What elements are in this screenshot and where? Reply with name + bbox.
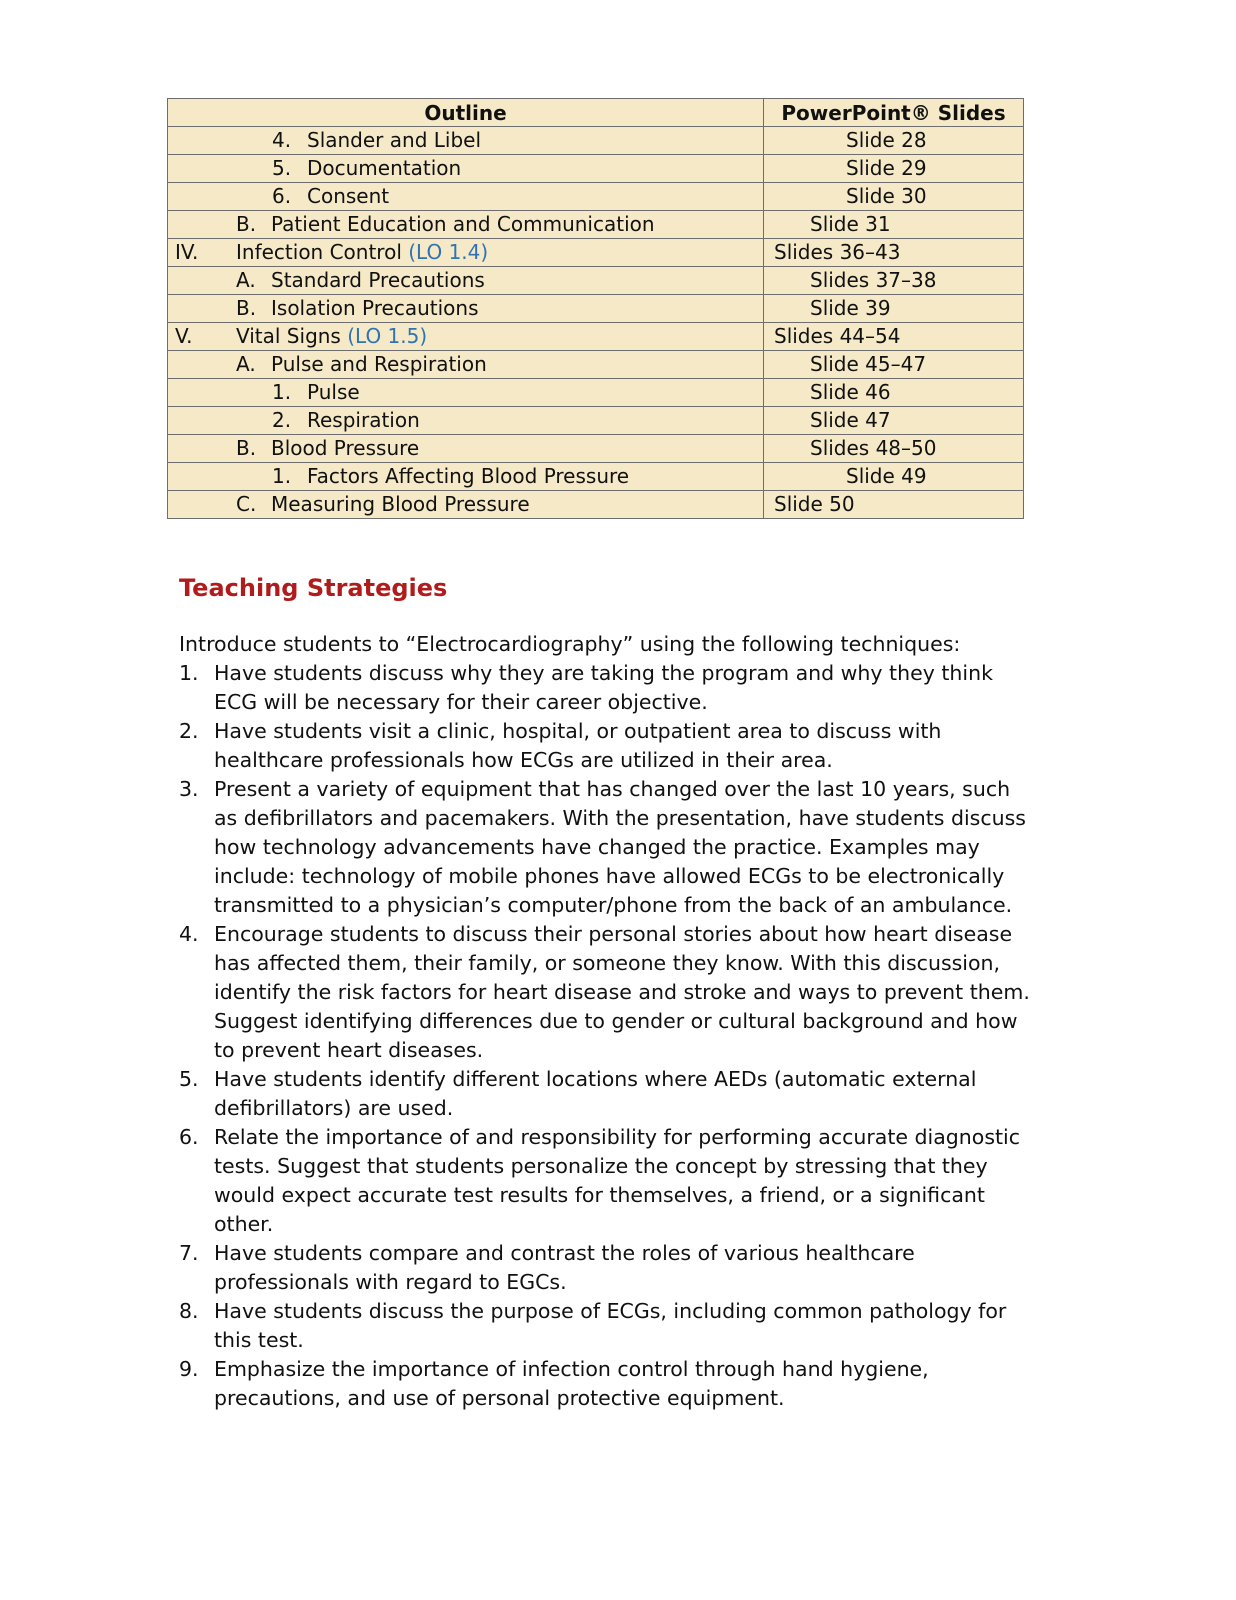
outline-cell	[168, 435, 764, 463]
slide-reference: Slides 48–50	[810, 436, 937, 460]
outline-row	[168, 155, 1024, 183]
outline-item-text: Infection Control	[236, 240, 402, 264]
strategy-text: Encourage students to discuss their personal stories about how heart disease has affected them, their family, or someone they know. With this discussion, identify the risk factors for heart disease and stroke and ways to prevent them. Suggest identifying differences due to gender or cultural background and how to prevent heart diseases.	[214, 922, 1030, 1062]
outline-row	[168, 267, 1024, 295]
outline-item-text: Measuring Blood Pressure	[271, 492, 530, 516]
slides-cell	[764, 267, 1024, 295]
outline-item-text: Blood Pressure	[271, 436, 420, 460]
outline-item-text: Documentation	[307, 156, 462, 180]
outline-marker: 4.	[272, 128, 292, 152]
outline-table	[167, 98, 1024, 519]
slides-cell	[764, 211, 1024, 239]
outline-cell	[168, 295, 764, 323]
outline-cell	[168, 155, 764, 183]
outline-row	[168, 351, 1024, 379]
slide-reference: Slide 49	[846, 464, 927, 488]
strategy-text: Emphasize the importance of infection control through hand hygiene, precautions, and use of personal protective equipment.	[214, 1357, 929, 1410]
slide-reference: Slides 36–43	[774, 240, 901, 264]
slide-reference: Slide 29	[846, 156, 927, 180]
outline-marker: A.	[236, 352, 256, 376]
strategy-number: 2.	[179, 719, 199, 743]
strategy-item	[179, 659, 1039, 717]
outline-item-text: Pulse	[307, 380, 360, 404]
slides-cell	[764, 351, 1024, 379]
slides-cell	[764, 155, 1024, 183]
outline-cell	[168, 323, 764, 351]
outline-item-text: Isolation Precautions	[271, 296, 479, 320]
outline-cell	[168, 183, 764, 211]
outline-item-text: Patient Education and Communication	[271, 212, 655, 236]
slide-reference: Slides 44–54	[774, 324, 901, 348]
outline-item-text: Factors Affecting Blood Pressure	[307, 464, 630, 488]
outline-cell	[168, 407, 764, 435]
slides-cell	[764, 127, 1024, 155]
outline-row	[168, 491, 1024, 519]
outline-cell	[168, 211, 764, 239]
outline-cell	[168, 267, 764, 295]
slide-reference: Slides 37–38	[810, 268, 937, 292]
outline-item-text: Vital Signs	[236, 324, 341, 348]
outline-cell	[168, 239, 764, 267]
teaching-strategies-intro: Introduce students to “Electrocardiography” using the following techniques:	[179, 632, 961, 656]
outline-column-header: Outline	[168, 99, 764, 127]
slide-reference: Slide 50	[774, 492, 855, 516]
outline-marker: 1.	[272, 380, 292, 404]
outline-marker: 1.	[272, 464, 292, 488]
learning-outcome-ref: (LO 1.5)	[347, 324, 428, 348]
outline-marker: B.	[236, 212, 257, 236]
outline-row	[168, 463, 1024, 491]
slides-cell	[764, 463, 1024, 491]
strategy-item	[179, 1239, 1039, 1297]
learning-outcome-ref: (LO 1.4)	[408, 240, 489, 264]
outline-cell	[168, 463, 764, 491]
slides-cell	[764, 379, 1024, 407]
outline-table-header-row	[168, 99, 1024, 127]
outline-row	[168, 295, 1024, 323]
outline-roman-numeral: V.	[175, 324, 193, 348]
strategy-text: Have students identify different locations where AEDs (automatic external defibrillators) are used.	[214, 1067, 977, 1120]
outline-cell	[168, 379, 764, 407]
outline-marker: 2.	[272, 408, 292, 432]
strategy-item	[179, 1355, 1039, 1413]
outline-marker: C.	[236, 492, 257, 516]
outline-row	[168, 407, 1024, 435]
outline-marker: A.	[236, 268, 256, 292]
strategy-number: 8.	[179, 1299, 199, 1323]
outline-item-text: Pulse and Respiration	[271, 352, 487, 376]
outline-marker: 6.	[272, 184, 292, 208]
outline-row	[168, 211, 1024, 239]
outline-row	[168, 183, 1024, 211]
outline-row	[168, 379, 1024, 407]
strategy-number: 3.	[179, 777, 199, 801]
teaching-strategies-list	[179, 659, 1039, 1413]
slide-reference: Slide 39	[810, 296, 891, 320]
outline-row	[168, 127, 1024, 155]
strategy-item	[179, 1297, 1039, 1355]
outline-row	[168, 323, 1024, 351]
strategy-item	[179, 1123, 1039, 1239]
outline-marker: B.	[236, 436, 257, 460]
outline-cell	[168, 491, 764, 519]
slides-column-header: PowerPoint® Slides	[764, 99, 1024, 127]
strategy-item	[179, 775, 1039, 920]
slides-cell	[764, 183, 1024, 211]
outline-row	[168, 239, 1024, 267]
strategy-text: Have students discuss the purpose of ECGs, including common pathology for this test.	[214, 1299, 1007, 1352]
outline-item-text: Respiration	[307, 408, 420, 432]
strategy-item	[179, 1065, 1039, 1123]
strategy-number: 1.	[179, 661, 199, 685]
strategy-text: Have students visit a clinic, hospital, or outpatient area to discuss with healthcare professionals how ECGs are utilized in their area.	[214, 719, 942, 772]
outline-table-body	[168, 127, 1024, 519]
outline-item-text: Slander and Libel	[307, 128, 482, 152]
slide-reference: Slide 28	[846, 128, 927, 152]
strategy-item	[179, 717, 1039, 775]
slides-cell	[764, 491, 1024, 519]
outline-marker: 5.	[272, 156, 292, 180]
strategy-text: Have students discuss why they are taking the program and why they think ECG will be necessary for their career objective.	[214, 661, 993, 714]
outline-roman-numeral: IV.	[175, 240, 199, 264]
slides-cell	[764, 295, 1024, 323]
outline-cell	[168, 127, 764, 155]
strategy-text: Have students compare and contrast the roles of various healthcare professionals with regard to EGCs.	[214, 1241, 915, 1294]
outline-item-text: Consent	[307, 184, 390, 208]
strategy-number: 9.	[179, 1357, 199, 1381]
slides-cell	[764, 323, 1024, 351]
slides-cell	[764, 407, 1024, 435]
slide-reference: Slide 46	[810, 380, 891, 404]
slides-cell	[764, 435, 1024, 463]
outline-marker: B.	[236, 296, 257, 320]
strategy-text: Present a variety of equipment that has changed over the last 10 years, such as defibrillators and pacemakers. With the presentation, have students discuss how technology advancements have changed the practice. Examples may include: technology of mobile phones have allowed ECGs to be electronically transmitted to a physician’s computer/phone from the back of an ambulance.	[214, 777, 1026, 917]
slides-cell	[764, 239, 1024, 267]
slide-reference: Slide 47	[810, 408, 891, 432]
strategy-item	[179, 920, 1039, 1065]
outline-cell	[168, 351, 764, 379]
strategy-number: 5.	[179, 1067, 199, 1091]
outline-item-text: Standard Precautions	[271, 268, 485, 292]
strategy-number: 7.	[179, 1241, 199, 1265]
strategy-text: Relate the importance of and responsibility for performing accurate diagnostic tests. Suggest that students personalize the concept by stressing that they would expect accurate test results for themselves, a friend, or a significant other.	[214, 1125, 1021, 1236]
slide-reference: Slide 45–47	[810, 352, 927, 376]
strategy-number: 6.	[179, 1125, 199, 1149]
strategy-number: 4.	[179, 922, 199, 946]
slide-reference: Slide 30	[846, 184, 927, 208]
slide-reference: Slide 31	[810, 212, 891, 236]
outline-row	[168, 435, 1024, 463]
teaching-strategies-heading: Teaching Strategies	[179, 574, 448, 602]
